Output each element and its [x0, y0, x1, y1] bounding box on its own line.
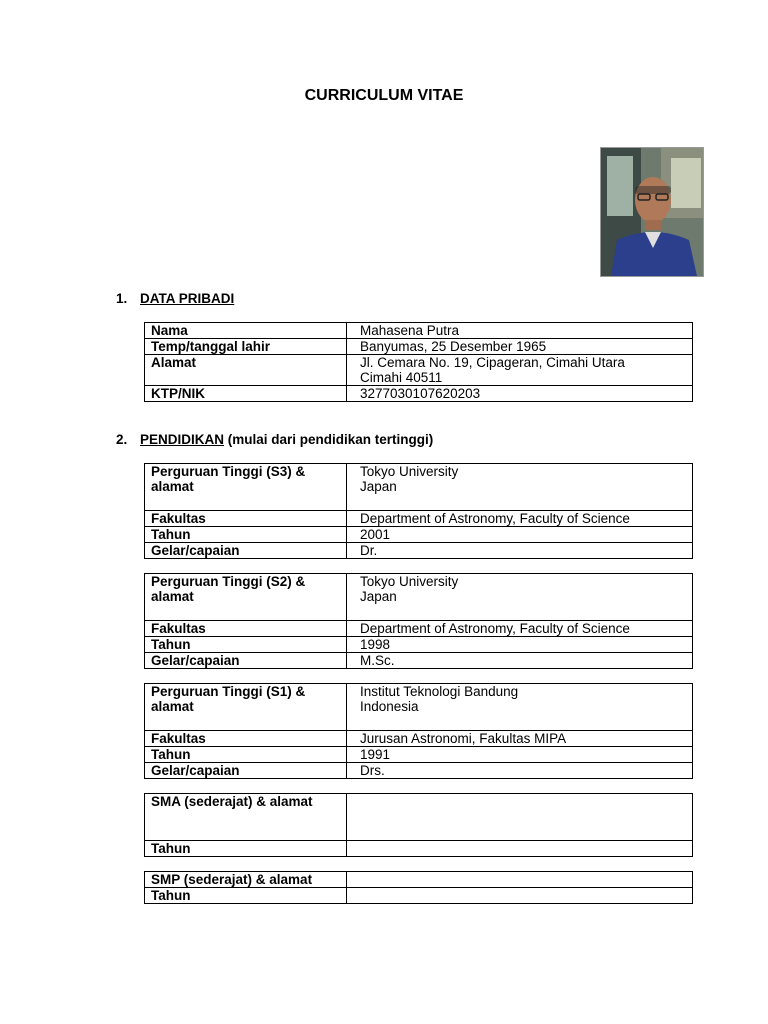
profile-photo-image: [601, 148, 703, 276]
table-row: Gelar/capaian Drs.: [145, 763, 693, 779]
personal-data-table: [144, 322, 693, 402]
table-row: Tahun 2001: [145, 527, 693, 543]
table-row: SMA (sederajat) & alamat: [145, 794, 693, 841]
section-note: (mulai dari pendidikan tertinggi): [224, 432, 434, 447]
table-row: Tahun 1991: [145, 747, 693, 763]
table-spacer: [145, 779, 693, 794]
table-row: Tahun 1998: [145, 637, 693, 653]
table-row: Perguruan Tinggi (S2) & alamat Tokyo University Japan: [145, 574, 693, 621]
page-title: CURRICULUM VITAE: [304, 87, 464, 104]
table-row: Alamat Jl. Cemara No. 19, Cipageran, Cimahi Utara Cimahi 40511: [145, 355, 693, 386]
section-heading: DATA PRIBADI: [140, 291, 235, 306]
table-row: Gelar/capaian M.Sc.: [145, 653, 693, 669]
profile-photo: [600, 147, 704, 277]
table-row: Temp/tanggal lahir Banyumas, 25 Desember 1965: [145, 339, 693, 355]
table-row: Tahun: [145, 888, 693, 904]
section-data-pribadi: 1. DATA PRIBADI: [116, 291, 235, 306]
table-row: Nama Mahasena Putra: [145, 323, 693, 339]
section-pendidikan: 2. PENDIDIKAN (mulai dari pendidikan tertinggi): [116, 432, 434, 447]
table-row: Gelar/capaian Dr.: [145, 543, 693, 559]
section-heading: PENDIDIKAN: [140, 432, 225, 447]
table-spacer: [145, 857, 693, 872]
table-row: Fakultas Department of Astronomy, Faculty of Science: [145, 511, 693, 527]
table-row: Fakultas Jurusan Astronomi, Fakultas MIPA: [145, 731, 693, 747]
table-row: SMP (sederajat) & alamat: [145, 872, 693, 888]
table-row: KTP/NIK 3277030107620203: [145, 386, 693, 402]
table-spacer: [145, 559, 693, 574]
table-spacer: [145, 669, 693, 684]
table-row: Perguruan Tinggi (S1) & alamat Institut Teknologi Bandung Indonesia: [145, 684, 693, 731]
table-row: Fakultas Department of Astronomy, Faculty of Science: [145, 621, 693, 637]
table-row: Perguruan Tinggi (S3) & alamat Tokyo University Japan: [145, 464, 693, 511]
table-row: Tahun: [145, 841, 693, 857]
education-table: [144, 463, 693, 904]
